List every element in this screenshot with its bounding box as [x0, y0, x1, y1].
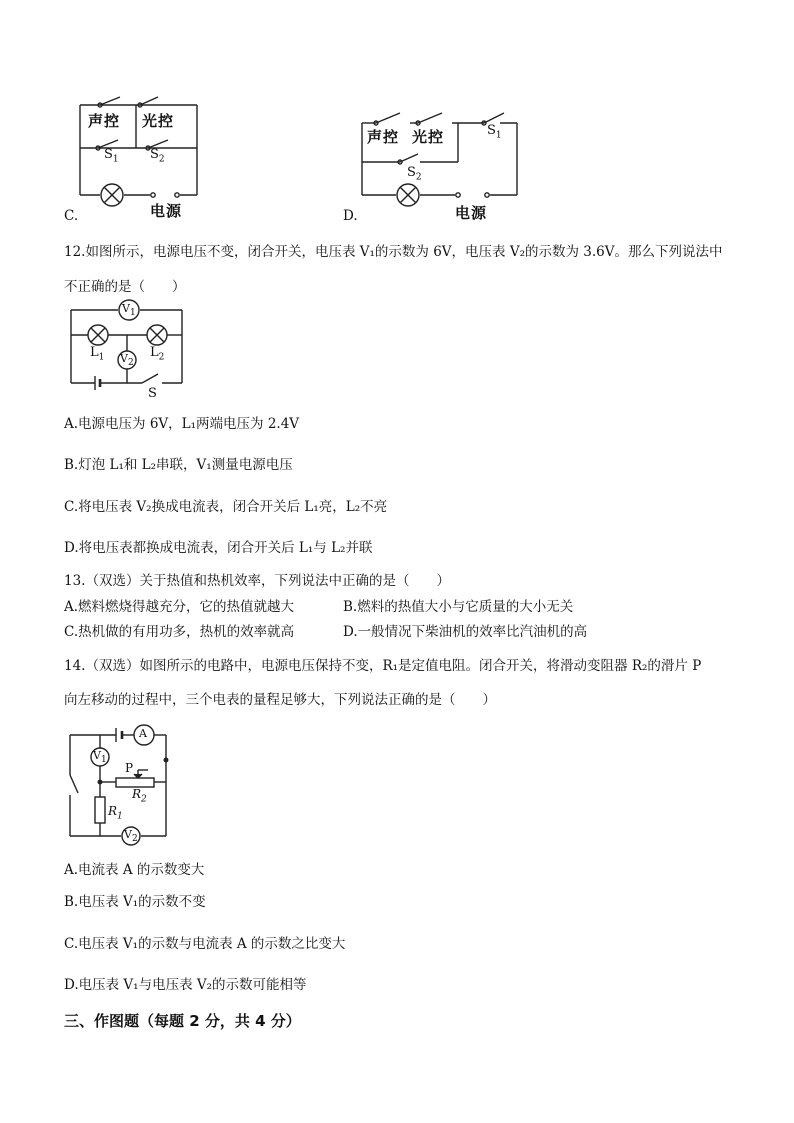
power-source-label: 电源 — [455, 204, 488, 222]
q12-option-b: B.灯泡 L₁和 L₂串联，V₁测量电源电压 — [64, 457, 293, 473]
q14-option-c: C.电压表 V₁的示数与电流表 A 的示数之比变大 — [64, 936, 346, 952]
s1-label: $S_1$ — [104, 147, 119, 165]
s2-label: $S_2$ — [150, 147, 165, 165]
light-control-label: 光控 — [412, 128, 445, 146]
v2-meter-label: $V_2$ — [124, 828, 138, 845]
q13-option-d: D.一般情况下柴油机的效率比汽油机的高 — [343, 624, 588, 640]
power-source-label: 电源 — [150, 202, 183, 220]
l2-label: $L_2$ — [150, 345, 165, 363]
ammeter-label: A — [139, 727, 147, 740]
r2-label: $R_2$ — [132, 787, 147, 805]
section-3-title: 三、作图题（每题 2 分，共 4 分） — [64, 1012, 301, 1030]
v1-meter-label: $V_1$ — [122, 302, 136, 319]
q12-option-a: A.电源电压为 6V，L₁两端电压为 2.4V — [64, 416, 300, 432]
q14-option-b: B.电压表 V₁的示数不变 — [64, 894, 206, 910]
q12-stem-line2: 不正确的是（ ） — [64, 279, 186, 295]
q12-stem-line1: 12.如图所示，电源电压不变，闭合开关，电压表 V₁的示数为 6V，电压表 V₂的示数为 3.6V。那么下列说法中 — [64, 244, 723, 260]
q12-option-c: C.将电压表 V₂换成电流表，闭合开关后 L₁亮，L₂不亮 — [64, 499, 388, 515]
q14-stem-line1: 14.（双选）如图所示的电路中，电源电压保持不变，R₁是定值电阻。闭合开关，将滑动变阻器 R₂的滑片 P — [64, 658, 702, 674]
v1-meter-label: $V_1$ — [93, 749, 107, 766]
switch-s-label: S — [148, 386, 157, 401]
light-control-label: 光控 — [142, 112, 175, 130]
s2-label: $S_2$ — [407, 165, 422, 183]
q12-option-d: D.将电压表都换成电流表，闭合开关后 L₁与 L₂并联 — [64, 540, 373, 556]
sound-control-label: 声控 — [88, 112, 121, 130]
v2-meter-label: $V_2$ — [120, 352, 134, 369]
option-c-label: C. — [64, 208, 79, 224]
q14-option-d: D.电压表 V₁与电压表 V₂的示数可能相等 — [64, 977, 307, 993]
l1-label: $L_1$ — [90, 345, 105, 363]
q14-option-a: A.电流表 A 的示数变大 — [64, 862, 205, 878]
s1-label: $S_1$ — [487, 123, 502, 141]
q13-option-a: A.燃料燃烧得越充分，它的热值就越大 — [64, 599, 295, 615]
q14-stem-line2: 向左移动的过程中，三个电表的量程足够大，下列说法正确的是（ ） — [64, 692, 496, 708]
q13-option-b: B.燃料的热值大小与它质量的大小无关 — [343, 599, 574, 615]
q13-stem: 13.（双选）关于热值和热机效率，下列说法中正确的是（ ） — [64, 573, 450, 589]
q13-option-c: C.热机做的有用功多，热机的效率就高 — [64, 624, 295, 640]
slider-p-label: P — [125, 761, 134, 775]
sound-control-label: 声控 — [367, 128, 400, 146]
r1-label: $R_1$ — [108, 804, 123, 822]
option-d-label: D. — [343, 208, 358, 224]
